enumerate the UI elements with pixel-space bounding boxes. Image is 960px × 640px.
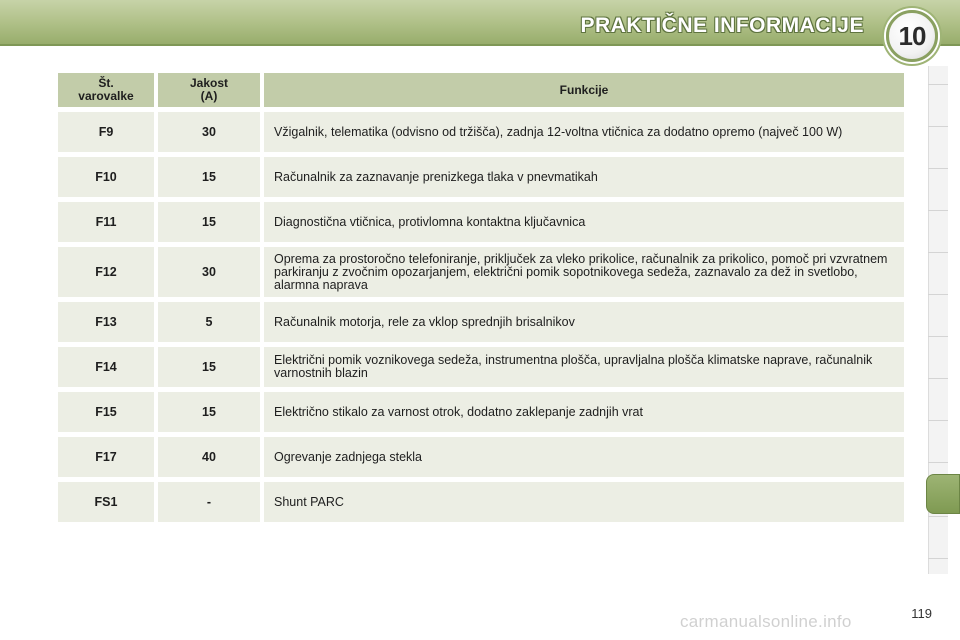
table-row — [58, 302, 904, 342]
fuse-function: Oprema za prostoročno telefoniranje, priključek za vleko prikolice, računalnik za prikolico, pomoč pri vzvratnem parkiranju z zvočnim opozarjanjem, električni pomik sopotnikovega sedeža, zaznavalo za dež in svetlobo, alarmna naprava — [264, 247, 904, 297]
fuse-amperage: - — [158, 482, 264, 522]
table-row — [58, 392, 904, 432]
fuse-amperage: 15 — [158, 347, 264, 387]
fuse-amperage: 15 — [158, 202, 264, 242]
fuse-amperage: 15 — [158, 157, 264, 197]
tab-divider — [928, 336, 948, 337]
header-fuse-number-label: Št. varovalke — [78, 76, 134, 103]
table-row — [58, 157, 904, 197]
fuse-number: F13 — [58, 302, 158, 342]
fuse-function: Računalnik motorja, rele za vklop sprednjih brisalnikov — [264, 302, 904, 342]
tab-divider — [928, 126, 948, 127]
header-fuse-number — [58, 73, 158, 107]
chapter-number: 10 — [898, 20, 926, 51]
fuse-number: F15 — [58, 392, 158, 432]
chapter-badge — [886, 10, 938, 62]
table-header-row — [58, 73, 904, 107]
header-amperage — [158, 73, 264, 107]
fuse-amperage: 5 — [158, 302, 264, 342]
table-row — [58, 482, 904, 522]
fuse-amperage: 40 — [158, 437, 264, 477]
tab-divider — [928, 210, 948, 211]
tab-divider — [928, 84, 948, 85]
fuse-function: Računalnik za zaznavanje prenizkega tlaka v pnevmatikah — [264, 157, 904, 197]
header-band — [0, 0, 960, 46]
fuse-amperage: 15 — [158, 392, 264, 432]
fuse-number: F17 — [58, 437, 158, 477]
table-row — [58, 347, 904, 387]
tab-divider — [928, 294, 948, 295]
page-title: PRAKTIČNE INFORMACIJE — [580, 14, 864, 37]
fuse-table — [58, 68, 904, 527]
tab-divider — [928, 558, 948, 559]
tab-divider — [928, 168, 948, 169]
tab-divider — [928, 420, 948, 421]
active-chapter-tab[interactable] — [926, 474, 960, 514]
header-functions: Funkcije — [264, 73, 904, 107]
tab-divider — [928, 252, 948, 253]
fuse-number: F14 — [58, 347, 158, 387]
fuse-number: FS1 — [58, 482, 158, 522]
tab-divider — [928, 516, 948, 517]
fuse-function: Ogrevanje zadnjega stekla — [264, 437, 904, 477]
fuse-number: F10 — [58, 157, 158, 197]
fuse-function: Shunt PARC — [264, 482, 904, 522]
table-row — [58, 202, 904, 242]
fuse-amperage: 30 — [158, 112, 264, 152]
fuse-number: F12 — [58, 247, 158, 297]
fuse-function: Električni pomik voznikovega sedeža, instrumentna plošča, upravljalna plošča klimatske naprave, računalnik varnostnih blazin — [264, 347, 904, 387]
fuse-function: Električno stikalo za varnost otrok, dodatno zaklepanje zadnjih vrat — [264, 392, 904, 432]
table-row — [58, 437, 904, 477]
table-row — [58, 112, 904, 152]
watermark: carmanualsonline.info — [680, 612, 852, 631]
fuse-number: F11 — [58, 202, 158, 242]
page-number: 119 — [911, 606, 932, 621]
tab-divider — [928, 462, 948, 463]
tab-divider — [928, 378, 948, 379]
table-row — [58, 247, 904, 297]
fuse-function: Vžigalnik, telematika (odvisno od tržišča), zadnja 12-voltna vtičnica za dodatno opremo (največ 100 W) — [264, 112, 904, 152]
header-amperage-label: Jakost (A) — [189, 76, 229, 103]
fuse-number: F9 — [58, 112, 158, 152]
fuse-function: Diagnostična vtičnica, protivlomna kontaktna ključavnica — [264, 202, 904, 242]
fuse-amperage: 30 — [158, 247, 264, 297]
